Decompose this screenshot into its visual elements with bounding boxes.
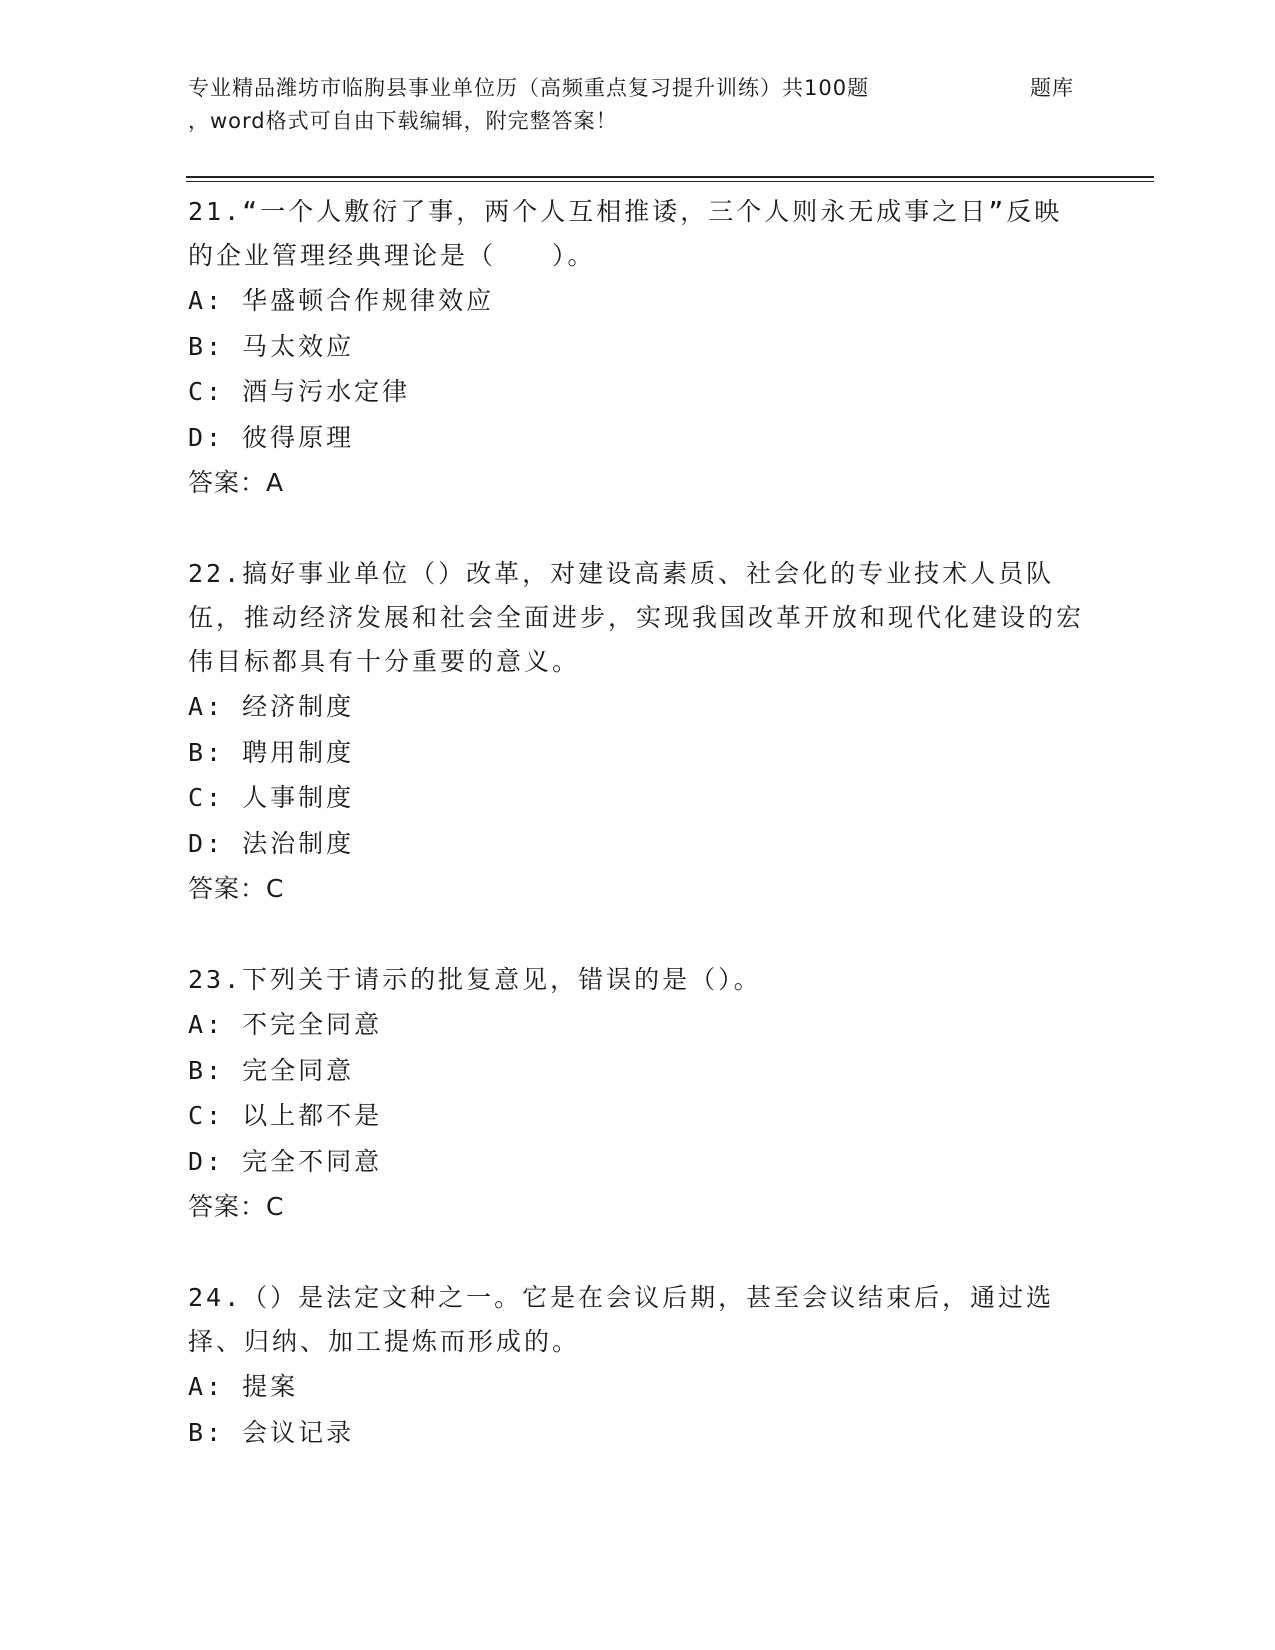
- question-list: [188, 190, 1088, 1501]
- option-d: D: 法治制度: [188, 828, 355, 858]
- header-subtitle: ，word格式可自由下载编辑，附完整答案！: [188, 109, 618, 133]
- header-tag: 题库: [1030, 76, 1074, 100]
- option-c: C: 以上都不是: [188, 1101, 383, 1130]
- option-a: A: 经济制度: [188, 692, 355, 721]
- question-22: [188, 552, 1088, 912]
- answer: 答案：C: [188, 1192, 285, 1221]
- header-line-1: [188, 72, 1148, 105]
- question-text: 24.（）是法定文种之一。它是在会议后期，甚至会议结束后，通过选择、归纳、加工提炼而形成的。: [188, 1283, 1055, 1356]
- option-b: B: 会议记录: [188, 1417, 355, 1447]
- option-b: B: 完全同意: [188, 1055, 355, 1085]
- header-divider-thin: [186, 181, 1154, 182]
- option-c: C: 酒与污水定律: [188, 377, 411, 406]
- option-c: C: 人事制度: [188, 783, 355, 812]
- question-24: [188, 1276, 1088, 1455]
- question-23: [188, 958, 1088, 1230]
- option-a: A: 华盛顿合作规律效应: [188, 286, 495, 315]
- answer: 答案：C: [188, 874, 285, 903]
- question-text: 22.搞好事业单位（）改革，对建设高素质、社会化的专业技术人员队伍，推动经济发展和社会全面进步，实现我国改革开放和现代化建设的宏伟目标都具有十分重要的意义。: [188, 559, 1085, 676]
- option-d: D: 完全不同意: [188, 1146, 383, 1176]
- option-a: A: 提案: [188, 1372, 299, 1401]
- option-a: A: 不完全同意: [188, 1010, 383, 1039]
- document-header: [188, 72, 1148, 138]
- answer: 答案：A: [188, 468, 285, 497]
- question-21: [188, 190, 1088, 506]
- question-text: 23.下列关于请示的批复意见，错误的是（）。: [188, 965, 762, 994]
- header-divider-thick: [186, 176, 1154, 178]
- question-text: 21.“一个人敷衍了事，两个人互相推诿，三个人则永无成事之日”反映的企业管理经典理论是（ ）。: [188, 197, 1063, 270]
- option-b: B: 马太效应: [188, 331, 355, 361]
- header-title: 专业精品潍坊市临朐县事业单位历（高频重点复习提升训练）共100题: [188, 76, 870, 100]
- option-d: D: 彼得原理: [188, 422, 355, 452]
- option-b: B: 聘用制度: [188, 737, 355, 767]
